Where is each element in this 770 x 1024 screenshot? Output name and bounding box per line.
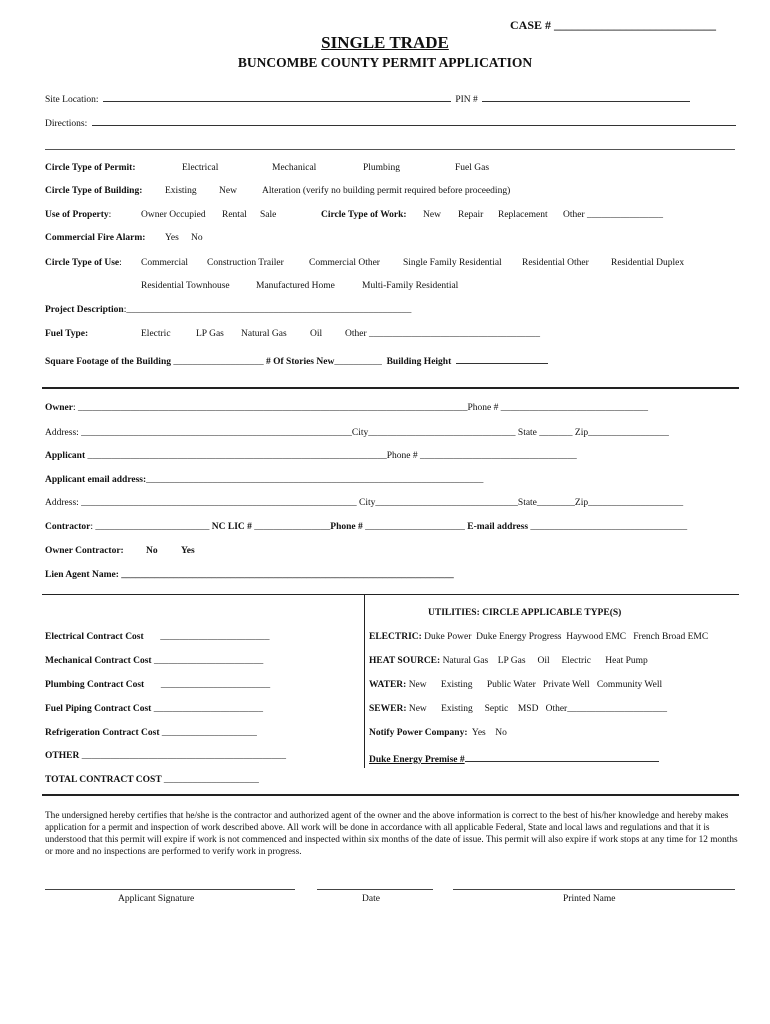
- sewer-option-other[interactable]: Other_____________________: [545, 704, 667, 714]
- use-option-construction-trailer[interactable]: Construction Trailer: [207, 258, 284, 268]
- building-option-alteration[interactable]: Alteration (verify no building permit required before proceeding): [262, 186, 511, 196]
- duke-premise-label: Duke Energy Premise #: [369, 755, 465, 765]
- utilities-header: UTILITIES: CIRCLE APPLICABLE TYPE(S): [428, 608, 622, 618]
- owner-contractor-no[interactable]: No: [146, 546, 158, 556]
- heat-option-electric[interactable]: Electric: [561, 656, 592, 666]
- work-option-other[interactable]: Other ________________: [563, 210, 664, 220]
- cost-table-bottom-border: [42, 794, 739, 796]
- electric-option-french-broad[interactable]: French Broad EMC: [633, 632, 709, 642]
- cost-table-top-border: [42, 594, 739, 595]
- permit-option-plumbing[interactable]: Plumbing: [363, 163, 400, 173]
- page-title: SINGLE TRADE: [321, 33, 449, 52]
- fuel-type-label: Fuel Type:: [45, 329, 89, 339]
- plumbing-cost-label: Plumbing Contract Cost: [45, 680, 145, 690]
- owner-label: Owner: [45, 403, 73, 413]
- section-divider-top: [42, 387, 739, 389]
- project-description-input[interactable]: :____________________________________________________________: [123, 305, 412, 315]
- mechanical-cost-label: Mechanical Contract Cost: [45, 656, 152, 666]
- applicant-city-label: City: [359, 498, 376, 508]
- plumbing-cost-input[interactable]: _______________________: [160, 680, 271, 690]
- other-cost-label: OTHER: [45, 751, 80, 761]
- building-option-new[interactable]: New: [219, 186, 237, 196]
- water-option-new[interactable]: New: [408, 680, 427, 690]
- sewer-option-msd[interactable]: MSD: [517, 704, 539, 714]
- work-type-label: Circle Type of Work:: [321, 210, 407, 220]
- water-option-community-well[interactable]: Community Well: [596, 680, 663, 690]
- stories-input[interactable]: __________: [334, 357, 382, 367]
- permit-option-mechanical[interactable]: Mechanical: [272, 163, 317, 173]
- heat-source-row: [369, 656, 648, 666]
- property-use-colon: :: [108, 210, 112, 220]
- notify-power-row: [369, 728, 507, 738]
- notify-power-no[interactable]: No: [495, 728, 507, 738]
- electric-option-duke-progress[interactable]: Duke Energy Progress: [476, 632, 562, 642]
- refrigeration-cost-label: Refrigeration Contract Cost: [45, 728, 160, 738]
- work-option-new[interactable]: New: [423, 210, 441, 220]
- refrigeration-cost-input[interactable]: ____________________: [161, 728, 257, 738]
- applicant-city-input[interactable]: ______________________________: [375, 498, 518, 508]
- owner-contractor-label: Owner Contractor:: [45, 546, 124, 556]
- date-label: Date: [362, 894, 380, 904]
- owner-city-label: City: [351, 428, 369, 438]
- water-option-private-well[interactable]: Private Well: [542, 680, 590, 690]
- applicant-phone-field[interactable]: Phone # _________________________________: [386, 451, 577, 461]
- total-cost-input[interactable]: ____________________: [163, 775, 259, 785]
- fuel-option-natural-gas[interactable]: Natural Gas: [241, 329, 287, 339]
- permit-type-label: Circle Type of Permit:: [45, 163, 136, 173]
- printed-name-label: Printed Name: [563, 894, 616, 904]
- applicant-email-label: Applicant email address:: [45, 475, 147, 485]
- square-footage-label: Square Footage of the Building: [45, 357, 171, 367]
- mechanical-cost-row: [45, 656, 263, 666]
- water-row: [369, 680, 662, 690]
- permit-option-electrical[interactable]: Electrical: [182, 163, 219, 173]
- directions-input[interactable]: [92, 115, 736, 126]
- applicant-label: Applicant: [45, 451, 86, 461]
- printed-name-line[interactable]: [453, 889, 735, 890]
- total-cost-row: [45, 775, 259, 785]
- heat-option-natural-gas[interactable]: Natural Gas: [442, 656, 489, 666]
- nc-lic-input[interactable]: ________________: [254, 522, 331, 532]
- property-use-label-row: [45, 210, 111, 220]
- owner-contractor-yes[interactable]: Yes: [181, 546, 195, 556]
- use-option-commercial[interactable]: Commercial: [141, 258, 188, 268]
- water-option-public[interactable]: Public Water: [486, 680, 536, 690]
- use-option-townhouse[interactable]: Residential Townhouse: [141, 281, 230, 291]
- property-option-sale[interactable]: Sale: [260, 210, 277, 220]
- directions-label: Directions:: [45, 119, 88, 129]
- building-height-label: Building Height: [386, 357, 452, 367]
- other-cost-input-extension[interactable]: ____________________: [190, 751, 286, 761]
- applicant-state-label: State: [517, 498, 537, 508]
- applicant-signature-line[interactable]: [45, 889, 295, 890]
- fuel-option-oil[interactable]: Oil: [310, 329, 323, 339]
- contractor-email-label: E-mail address: [467, 522, 529, 532]
- applicant-row: [45, 451, 577, 461]
- electric-utility-label: ELECTRIC:: [369, 632, 422, 642]
- project-description-label: Project Description: [45, 305, 124, 315]
- sewer-option-new[interactable]: New: [408, 704, 427, 714]
- applicant-signature-label: Applicant Signature: [118, 894, 195, 904]
- owner-address-field[interactable]: Address: _________________________________________________________: [45, 428, 352, 438]
- fire-alarm-no[interactable]: No: [191, 233, 203, 243]
- contractor-label: Contractor: [45, 522, 91, 532]
- square-footage-row: [45, 353, 550, 367]
- sewer-option-existing[interactable]: Existing: [441, 704, 473, 714]
- property-option-rental[interactable]: Rental: [222, 210, 247, 220]
- owner-state-field[interactable]: State _______: [517, 428, 573, 438]
- directions-row: [45, 115, 738, 129]
- property-use-label: Use of Property: [45, 210, 109, 220]
- heat-source-label: HEAT SOURCE:: [369, 656, 441, 666]
- notify-power-label: Notify Power Company:: [369, 728, 468, 738]
- other-cost-row: [45, 751, 286, 761]
- project-description-row: [45, 305, 411, 315]
- owner-row: [45, 403, 648, 413]
- property-option-owner-occupied[interactable]: Owner Occupied: [141, 210, 206, 220]
- fuel-piping-cost-input[interactable]: _______________________: [153, 704, 263, 714]
- heat-option-oil[interactable]: Oil: [537, 656, 550, 666]
- sewer-label: SEWER:: [369, 704, 407, 714]
- electric-utility-row: [369, 632, 708, 642]
- site-location-input[interactable]: [103, 91, 451, 102]
- use-option-residential-other[interactable]: Residential Other: [522, 258, 589, 268]
- applicant-state-input[interactable]: ________: [536, 498, 575, 508]
- contractor-phone-input[interactable]: _____________________: [365, 522, 465, 532]
- owner-address-row: [45, 428, 669, 438]
- permit-option-fuel-gas[interactable]: Fuel Gas: [455, 163, 490, 173]
- sewer-option-septic[interactable]: Septic: [484, 704, 509, 714]
- water-option-existing[interactable]: Existing: [440, 680, 473, 690]
- owner-input[interactable]: : __________________________________________________________________________________: [72, 403, 468, 413]
- use-option-commercial-other[interactable]: Commercial Other: [309, 258, 380, 268]
- fuel-option-electric[interactable]: Electric: [141, 329, 171, 339]
- use-option-residential-duplex[interactable]: Residential Duplex: [611, 258, 685, 268]
- pin-label: PIN #: [455, 95, 478, 105]
- plumbing-cost-row: [45, 680, 270, 690]
- use-option-single-family[interactable]: Single Family Residential: [403, 258, 502, 268]
- use-option-manufactured-home[interactable]: Manufactured Home: [256, 281, 335, 291]
- cost-table-column-divider: [364, 594, 365, 768]
- square-footage-input[interactable]: ___________________: [173, 357, 264, 367]
- electrical-cost-row: [45, 632, 270, 642]
- electric-option-duke-power[interactable]: Duke Power: [424, 632, 472, 642]
- site-location-label: Site Location:: [45, 95, 99, 105]
- owner-phone-field[interactable]: Phone # _______________________________: [467, 403, 648, 413]
- owner-zip-field[interactable]: Zip_________________: [574, 428, 669, 438]
- applicant-zip-input[interactable]: ____________________: [588, 498, 684, 508]
- duke-premise-input[interactable]: [465, 751, 659, 762]
- directions-continuation-line[interactable]: [45, 149, 735, 150]
- fuel-option-other[interactable]: Other ____________________________________: [345, 329, 541, 339]
- fire-alarm-label: Commercial Fire Alarm:: [45, 233, 146, 243]
- stories-label: # Of Stories New: [265, 357, 335, 367]
- lien-agent-field[interactable]: Lien Agent Name: ______________________________________________________________________: [45, 570, 454, 580]
- use-type-label-row: [45, 258, 122, 268]
- nc-lic-label: NC LIC #: [211, 522, 252, 532]
- applicant-email-row: [45, 475, 483, 485]
- date-line[interactable]: [317, 889, 433, 890]
- contractor-email-input[interactable]: _________________________________: [530, 522, 688, 532]
- certification-statement: The undersigned hereby certifies that he/she is the contractor and authorized agent of the owner and the above information is correct to the best of his/her knowledge and hereby makes application for a permit and inspection of work described above. All work will be done in accordance with all applicable Federal, State and local laws and regulations and that it is understood that this permit will expire if work is not commenced and inspected within six months of the date of issue. This permit will also expire if work stops at any time for 12 months or more and no inspections are performed to verify work in progress.: [45, 811, 738, 857]
- site-location-row: [45, 91, 692, 105]
- contractor-phone-label: Phone #: [330, 522, 363, 532]
- electrical-cost-label: Electrical Contract Cost: [45, 632, 144, 642]
- mechanical-cost-input[interactable]: _______________________: [153, 656, 264, 666]
- use-type-label: Circle Type of Use: [45, 258, 120, 268]
- applicant-email-input[interactable]: _______________________________________________________________________: [146, 475, 484, 485]
- other-cost-input[interactable]: _______________________: [81, 751, 191, 761]
- total-cost-label: TOTAL CONTRACT COST: [45, 775, 162, 785]
- building-option-existing[interactable]: Existing: [165, 186, 197, 196]
- contractor-input[interactable]: : ________________________: [90, 522, 210, 532]
- sewer-row: [369, 704, 667, 714]
- use-type-colon: :: [119, 258, 122, 268]
- duke-premise-row: [369, 751, 661, 765]
- fuel-piping-cost-label: Fuel Piping Contract Cost: [45, 704, 152, 714]
- case-number-field[interactable]: CASE # ___________________________: [510, 18, 717, 32]
- building-height-input[interactable]: [456, 353, 548, 364]
- refrigeration-cost-row: [45, 728, 257, 738]
- water-label: WATER:: [369, 680, 407, 690]
- applicant-zip-label: Zip: [574, 498, 589, 508]
- fuel-piping-cost-row: [45, 704, 263, 714]
- electrical-cost-input[interactable]: _______________________: [160, 632, 270, 642]
- heat-option-lp-gas[interactable]: LP Gas: [497, 656, 526, 666]
- work-option-replacement[interactable]: Replacement: [498, 210, 548, 220]
- contractor-row: [45, 522, 687, 532]
- owner-city-input[interactable]: _______________________________: [368, 428, 516, 438]
- work-option-repair[interactable]: Repair: [458, 210, 484, 220]
- applicant-input[interactable]: _______________________________________________________________: [87, 451, 387, 461]
- notify-power-yes[interactable]: Yes: [471, 728, 486, 738]
- heat-option-heat-pump[interactable]: Heat Pump: [605, 656, 648, 666]
- building-type-label: Circle Type of Building:: [45, 186, 143, 196]
- use-option-multi-family[interactable]: Multi-Family Residential: [362, 281, 459, 291]
- page-subtitle: BUNCOMBE COUNTY PERMIT APPLICATION: [237, 55, 533, 70]
- applicant-address-field[interactable]: Address: __________________________________________________________: [45, 498, 357, 508]
- electric-option-haywood[interactable]: Haywood EMC: [566, 632, 627, 642]
- pin-input[interactable]: [482, 91, 690, 102]
- fuel-option-lp-gas[interactable]: LP Gas: [196, 329, 224, 339]
- fire-alarm-yes[interactable]: Yes: [165, 233, 179, 243]
- applicant-address-row: [45, 498, 683, 508]
